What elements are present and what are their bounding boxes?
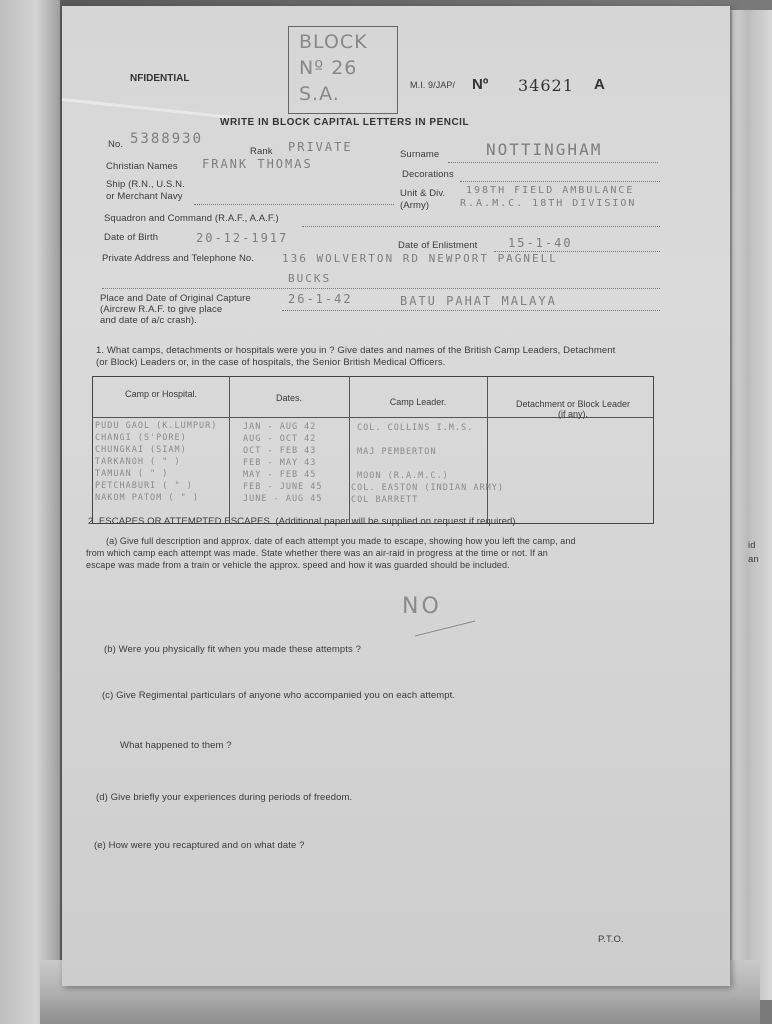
question-2b: (b) Were you physically fit when you made these attempts ? — [104, 644, 361, 655]
surname-line — [448, 162, 658, 163]
unit-label-2: (Army) — [400, 200, 430, 211]
instruction-heading: WRITE IN BLOCK CAPITAL LETTERS IN PENCIL — [220, 117, 470, 128]
question-2e: (e) How were you recaptured and on what date ? — [94, 840, 305, 851]
unit-value-2: R.A.M.C. 18TH DIVISION — [460, 198, 637, 209]
decorations-line — [460, 181, 660, 182]
capture-label-3: and date of a/c crash). — [100, 315, 197, 326]
row-dates: MAY - FEB 45 — [243, 470, 317, 480]
surname-label: Surname — [400, 149, 440, 160]
section-2a-text-2: from which camp each attempt was made. State whether there was an air-raid in progress at the time or not. If an — [86, 548, 548, 558]
camps-table — [92, 376, 654, 524]
row-leader: MAJ PEMBERTON — [357, 447, 437, 457]
row-dates: OCT - FEB 43 — [243, 446, 317, 456]
row-leader: COL. COLLINS I.M.S. — [357, 423, 474, 433]
address-label: Private Address and Telephone No. — [102, 253, 255, 264]
service-no-value: 5388930 — [130, 131, 204, 147]
block-stamp-line: S.A. — [299, 83, 340, 105]
underlying-page-fragment: id — [748, 540, 756, 551]
capture-place-value: BATU PAHAT MALAYA — [400, 294, 557, 308]
row-dates: FEB - JUNE 45 — [243, 482, 323, 492]
row-leader: COL. EASTON (INDIAN ARMY) — [351, 483, 504, 493]
capture-label: Place and Date of Original Capture — [100, 293, 251, 304]
address-value-2: BUCKS — [288, 272, 332, 285]
header-dates: Dates. — [275, 393, 302, 403]
pto-label: P.T.O. — [598, 934, 624, 945]
enlistment-label: Date of Enlistment — [398, 240, 478, 251]
enlistment-value: 15-1-40 — [508, 236, 573, 250]
form-number: 34621 — [518, 76, 574, 95]
unit-label: Unit & Div. — [400, 188, 446, 199]
question-2d: (d) Give briefly your experiences during periods of freedom. — [96, 792, 353, 803]
section-2a-text: (a) Give full description and approx. date of each attempt you made to escape, showing how you left the camp, and — [106, 536, 576, 546]
service-no-label: No. — [108, 139, 124, 150]
question-1-text: 1. What camps, detachments or hospitals were you in ? Give dates and names of the British Camp Leaders, Detachment — [96, 345, 616, 356]
surname-value: NOTTINGHAM — [486, 140, 603, 159]
row-camp: TAMUAN ( " ) — [95, 469, 169, 479]
decorations-label: Decorations — [402, 169, 454, 180]
squadron-line — [302, 226, 660, 227]
row-dates: AUG - OCT 42 — [243, 434, 317, 444]
christian-names-value: FRANK THOMAS — [202, 157, 313, 171]
header-camp: Camp or Hospital. — [124, 389, 198, 399]
form-number-label: Nº — [472, 76, 489, 93]
block-stamp-line: BLOCK — [299, 31, 368, 53]
underlying-page-fragment: an — [748, 554, 759, 565]
row-leader: COL BARRETT — [351, 495, 419, 505]
row-camp: CHUNGKAI (SIAM) — [95, 445, 187, 455]
form-number-suffix: A — [594, 76, 605, 93]
rank-label: Rank — [250, 146, 273, 157]
section-2-heading: 2. ESCAPES OR ATTEMPTED ESCAPES. (Additional paper will be supplied on request if required). — [88, 516, 519, 527]
row-camp: PUDU GAOL (K.LUMPUR) — [95, 421, 218, 431]
reference-code: M.I. 9/JAP/ — [410, 80, 456, 90]
escape-answer: NO — [402, 594, 442, 619]
capture-date-value: 26-1-42 — [288, 292, 353, 306]
question-2c: (c) Give Regimental particulars of anyone who accompanied you on each attempt. — [102, 690, 456, 701]
row-camp: NAKOM PATOM ( " ) — [95, 493, 199, 503]
underlying-pages-left — [0, 0, 60, 1024]
page-edge — [730, 10, 732, 1000]
ship-line — [194, 204, 394, 205]
question-2c-follow: What happened to them ? — [120, 740, 232, 751]
question-1-text-2: (or Block) Leaders or, in the case of hospitals, the Senior British Medical Officers. — [96, 357, 446, 368]
rank-value: PRIVATE — [288, 140, 353, 154]
ship-label-2: or Merchant Navy — [106, 191, 183, 202]
row-camp: PETCHABURI ( " ) — [95, 481, 193, 491]
binding-string — [62, 98, 231, 119]
header-camp-leader: Camp Leader. — [389, 397, 447, 407]
unit-value: 198TH FIELD AMBULANCE — [466, 185, 635, 196]
row-camp: TARKANOH ( " ) — [95, 457, 181, 467]
address-value: 136 WOLVERTON RD NEWPORT PAGNELL — [282, 252, 558, 265]
answer-underline — [415, 621, 475, 637]
row-leader: MOON (R.A.M.C.) — [357, 471, 449, 481]
row-dates: FEB - MAY 43 — [243, 458, 317, 468]
section-2a-text-3: escape was made from a train or vehicle the approx. speed and how it was guarded should be included. — [86, 560, 510, 570]
row-camp: CHANGI (S'PORE) — [95, 433, 187, 443]
address-line — [102, 288, 660, 289]
date-of-birth-label: Date of Birth — [104, 232, 159, 243]
header-detachment-leader: Detachment or Block Leader (if any). — [515, 399, 631, 419]
liberation-questionnaire-page — [62, 6, 730, 986]
squadron-label: Squadron and Command (R.A.F., A.A.F.) — [104, 213, 279, 224]
block-stamp-line: Nº 26 — [299, 57, 358, 79]
capture-label-2: (Aircrew R.A.F. to give place — [100, 304, 223, 315]
row-dates: JUNE - AUG 45 — [243, 494, 323, 504]
ship-label: Ship (R.N., U.S.N. — [106, 179, 185, 190]
classification-label: NFIDENTIAL — [130, 73, 190, 84]
column-divider — [487, 377, 488, 523]
block-stamp — [288, 26, 398, 114]
christian-names-label: Christian Names — [106, 161, 178, 172]
capture-line — [282, 310, 660, 311]
date-of-birth-value: 20-12-1917 — [196, 231, 289, 245]
row-dates: JAN - AUG 42 — [243, 422, 317, 432]
